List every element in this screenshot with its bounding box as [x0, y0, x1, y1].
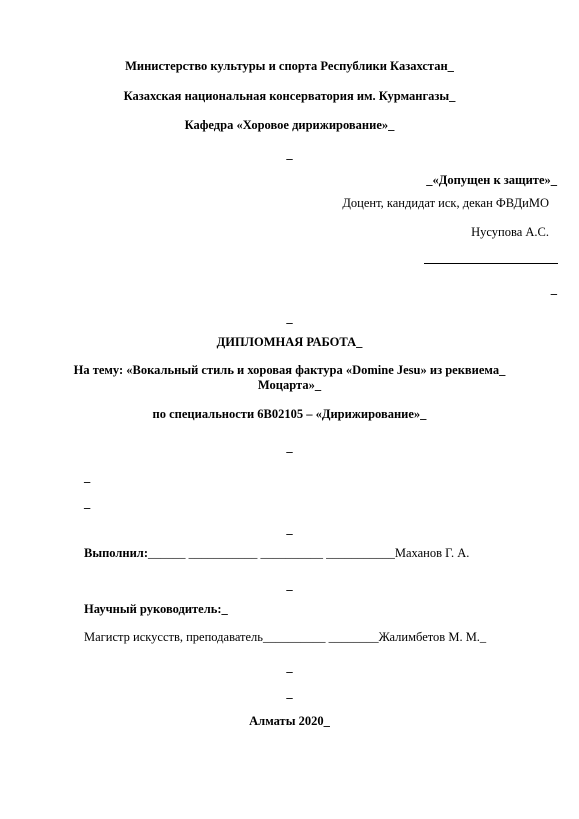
performer-row [84, 546, 469, 561]
spacer-mark: _ [286, 440, 293, 454]
spacer-mark: _ [286, 311, 293, 325]
work-type: ДИПЛОМНАЯ РАБОТА_ [216, 335, 363, 349]
spacer-mark: _ [286, 578, 293, 592]
spacer-mark: _ [550, 282, 557, 296]
supervisor-label: Научный руководитель:_ [84, 602, 228, 616]
performer-label: Выполнил: [84, 546, 148, 560]
approver-position: Доцент, кандидат иск, декан ФВДиМО [342, 196, 549, 210]
spacer-mark: _ [84, 496, 91, 510]
conservatory-line: Казахская национальная консерватория им. Курмангазы_ [123, 89, 456, 103]
spacer-mark: _ [286, 686, 293, 700]
city-year: Алматы 2020_ [249, 714, 330, 728]
spacer-mark: _ [84, 470, 91, 484]
supervisor-title: Магистр искусств, преподаватель [84, 630, 263, 644]
spacer-mark: _ [286, 660, 293, 674]
supervisor-signature-line: __________ ________ [263, 630, 379, 644]
supervisor-row [84, 630, 486, 645]
topic-line-1: На тему: «Вокальный стиль и хоровая фактура «Domine Jesu» из реквиема_ [73, 363, 506, 377]
spacer-mark: _ [286, 147, 293, 161]
topic-line-2: Моцарта»_ [257, 378, 322, 392]
ministry-line: Министерство культуры и спорта Республики Казахстан_ [125, 59, 454, 73]
admitted-to-defense: _«Допущен к защите»_ [426, 173, 557, 187]
performer-signature-line: ______ ___________ __________ ___________ [147, 546, 395, 560]
specialty: по специальности 6В02105 – «Дирижирование»_ [152, 407, 427, 421]
approver-name: Нусупова А.С. [471, 225, 549, 239]
performer-name: Маханов Г. А. [394, 546, 470, 560]
signature-line [424, 263, 558, 264]
supervisor-name: Жалимбетов М. М._ [378, 630, 487, 644]
department-line: Кафедра «Хоровое дирижирование»_ [184, 118, 395, 132]
spacer-mark: _ [286, 522, 293, 536]
